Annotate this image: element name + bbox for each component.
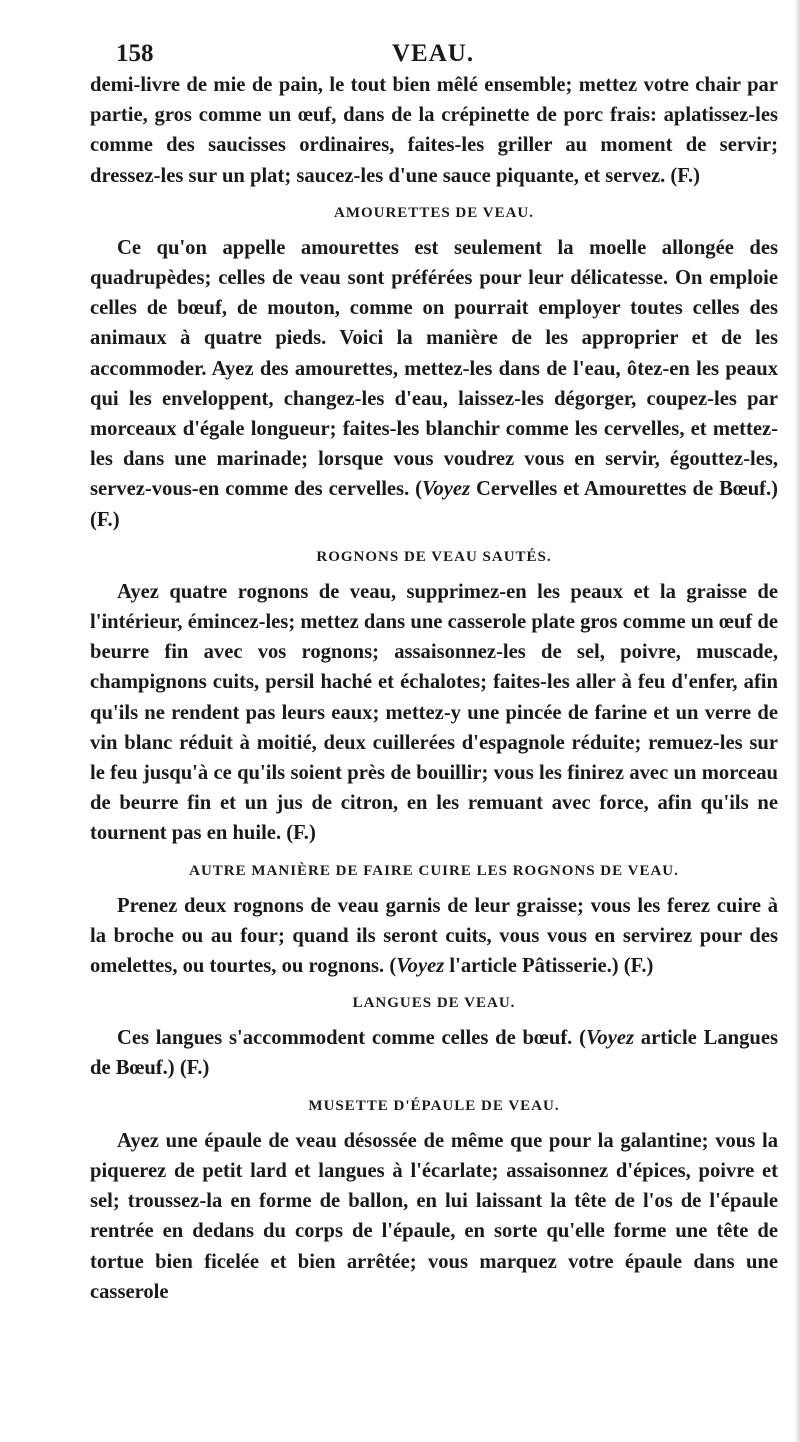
running-title: VEAU. [392, 40, 475, 67]
langues-text: Ces langues s'accommodent comme celles de bœuf. ( [117, 1027, 586, 1050]
section-heading-autre-maniere: AUTRE MANIÈRE DE FAIRE CUIRE LES ROGNONS DE VEAU. [189, 862, 679, 879]
voyez-reference: Voyez [396, 955, 445, 978]
amourettes-reference: Cervelles et Amourettes de Bœuf.) (F.) [90, 478, 779, 531]
amourettes-paragraph [90, 233, 778, 535]
intro-paragraph: demi-livre de mie de pain, le tout bien mêlé ensemble; mettez votre chair par partie, gros comme un œuf, dans de la crépinette de porc frais: aplatissez-les comme des saucisses ordinaires, faites-les griller au moment de servir; dressez-les sur un plat; saucez-les d'une sauce piquante, et servez. (F.) [90, 74, 778, 187]
autre-maniere-text: Prenez deux rognons de veau garnis de leur graisse; vous les ferez cuire à la broche ou au four; quand ils seront cuits, vous vous en servirez pour des omelettes, ou tourtes, ou rognons. ( [90, 894, 778, 978]
section-heading-musette: MUSETTE D'ÉPAULE DE VEAU. [308, 1097, 560, 1114]
rognons-sautes-paragraph: Ayez quatre rognons de veau, supprimez-en les peaux et la graisse de l'intérieur, émincez-les; mettez dans une casserole plate gros comme un œuf de beurre fin avec vos rognons; assaisonnez-les de sel, poivre, muscade, champignons cuits, persil haché et échalotes; faites-les aller à feu d'enfer, afin qu'ils ne rendent pas leurs eaux; mettez-y une pincée de farine et un verre de vin blanc réduit à moitié, deux cuillerées d'espagnole réduite; remuez-les sur le feu jusqu'à ce qu'ils soient près de bouillir; vous les finirez avec un morceau de beurre fin et un jus de citron, en les remuant avec force, afin qu'ils ne tournent pas en huile. (F.) [90, 580, 778, 845]
page-number: 158 [116, 40, 154, 67]
langues-paragraph [90, 1023, 778, 1083]
running-header [90, 30, 778, 70]
section-heading-rognons-sautes: ROGNONS DE VEAU SAUTÉS. [316, 548, 552, 565]
section-heading-langues: LANGUES DE VEAU. [352, 995, 516, 1012]
musette-paragraph: Ayez une épaule de veau désossée de même que pour la galantine; vous la piquerez de petit lard et langues à l'écarlate; assaisonnez d'épices, poivre et sel; troussez-la en forme de ballon, en lui laissant la tête de l'os de l'épaule rentrée en dedans du corps de l'épaule, en sorte qu'elle forme une tête de tortue bien ficelée et bien arrêtée; vous marquez votre épaule dans une casserole [90, 1129, 778, 1303]
page-edge-shadow [794, 0, 800, 1442]
autre-maniere-paragraph [90, 891, 778, 982]
voyez-reference: Voyez [422, 478, 471, 501]
autre-maniere-reference: l'article Pâtisserie.) (F.) [444, 955, 654, 978]
book-page [90, 30, 778, 1307]
langues-reference: article Langues de Bœuf.) (F.) [90, 1027, 778, 1080]
voyez-reference: Voyez [585, 1027, 635, 1050]
section-heading-amourettes: AMOURETTES DE VEAU. [333, 204, 534, 221]
amourettes-text: Ce qu'on appelle amourettes est seulement la moelle allongée des quadrupèdes; celles de veau sont préférées pour leur délicatesse. On emploie celles de bœuf, de mouton, comme on pourrait employer toutes celles des animaux à quatre pieds. Voici la manière de les approprier et de les accommoder. Ayez des amourettes, mettez-les dans de l'eau, ôtez-en les peaux qui les enveloppent, changez-les d'eau, laissez-les dégorger, coupez-les par morceaux d'égale longueur; faites-les blanchir comme les cervelles, et mettez-les dans une marinade; lorsque vous voudrez vous en servir, égouttez-les, servez-vous-en comme des cervelles. ( [90, 236, 778, 501]
page-body [90, 70, 778, 1307]
